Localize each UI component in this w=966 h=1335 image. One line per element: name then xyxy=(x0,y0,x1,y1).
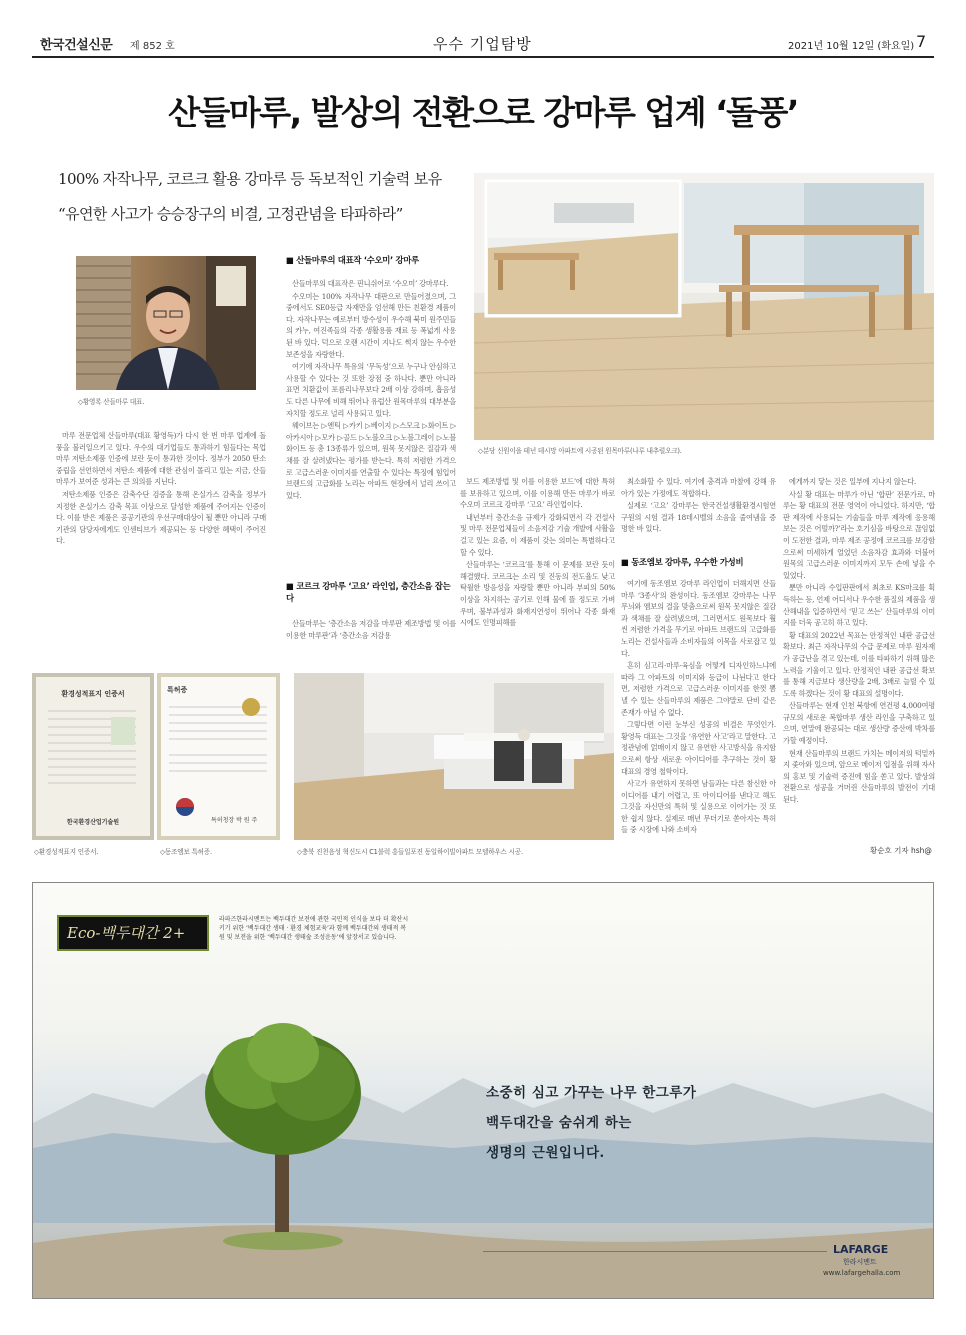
section-heading-1: ■ 산들마루의 대표작 ‘수오미’ 강마루 xyxy=(286,255,419,265)
lafarge-logo: LAFARGE xyxy=(833,1243,889,1256)
lafarge-korean: 한라시멘트 xyxy=(843,1258,877,1266)
certificate-1-caption: ◇환경성적표지 인증서. xyxy=(34,848,99,856)
certificate-2-caption: ◇동조엠보 특허증. xyxy=(160,848,212,856)
paragraph: 여기에 자작나무 특유의 ‘무독성’으로 누구나 안심하고 사용할 수 있다는 것 또한 장점 중 하나다. 뿐만 아니라 표면 치환값이 포름리나무보다 2배 이상 강하며, 흡음성도 다른 나무에 비해 뛰어나 유럽산 원목마루의 대부분을 자치할 정도로 널리 사용되고 있다. xyxy=(286,362,456,418)
advertisement xyxy=(32,882,934,1299)
paragraph: 여기에 동조엠보 강마루 라인업이 더해지면 산들마루 ‘3종사’의 완성이다. 동조엠보 강마루는 나무무늬와 엠보의 결을 맞춤으로써 원목 못지않은 질감과 색채를 잘 살려냈으며, 그러면서도 원목보다 훨씬 저렴한 가격을 무기로 아파트 브랜드의 고급화를 노리는 건설사들과 소비자들의 이목을 사로잡고 있다. xyxy=(621,579,776,658)
column-4b xyxy=(621,578,776,837)
paragraph: 마루 전문업체 산들마루(대표 황영득)가 다시 한 번 마루 업계에 돌풍을 불러일으키고 있다. 우수의 대기업들도 통과하기 힘들다는 목업마루 저탄소제품 인증에 보란 듯이 통과한 것이다. 정부가 2050 탄소중립을 선언하면서 저탄소 제품에 대한 관심이 몰리고 있는 지금, 산들마루가 보여준 성과는 큰 의의를 지닌다. xyxy=(56,431,266,487)
column-1 xyxy=(56,430,266,548)
certificate-1-issuer: 한국환경산업기술원 xyxy=(66,819,120,826)
main-photo xyxy=(474,173,934,440)
section-heading-2: ■ 코르크 강마루 ‘고요’ 라인업, 층간소음 잡는다 xyxy=(286,581,451,603)
column-5 xyxy=(783,476,935,807)
ad-intro: 라파즈한라시멘트는 백두대간 보전에 관한 국민적 인식을 보다 더 확산시키기 위한 ‘백두대간 생태 · 환경 체험교육’과 함께 백두대간의 생태적 복원 및 보전을 위한 ‘백두대간 생태숲 조성운동’에 앞장서고 있습니다. xyxy=(219,916,409,941)
subheadline-2: “유연한 사고가 승승장구의 비결, 고정관념을 타파하라” xyxy=(58,205,403,223)
section-title: 우수 기업탐방 xyxy=(433,35,532,53)
paragraph: 저탄소제품 인증은 감축수단 검증을 통해 온실가스 감축을 정부가 지정한 온실가스 감축 목표 이상으로 달성한 제품에 주어지는 인증이다. 이를 받은 제품은 공공기관의 우선구매대상이 될 뿐만 아니라 구매기관의 담당자에게도 인센티브가 제공되는 등 다양한 혜택이 주어진다. xyxy=(56,489,266,546)
interior-caption: ◇충북 진천음성 혁신도시 C1블럭 흥들일포진 동일하이빌아파트 모델하우스 시공. xyxy=(297,848,523,856)
column-4 xyxy=(621,476,776,536)
interior-photo xyxy=(294,673,614,840)
header-rule xyxy=(32,56,934,58)
paragraph: 흔히 심고리·마루·육심을 어떻게 디자인하느냐에 따라 그 아파트의 이미지와 등급이 나뉜다고 한다면, 저렴한 가격으로 고급스러운 이미지를 한껏 뽐낼 수 있는 산들마루의 제품은 그야말로 단비 같은 존재가 아닐 수 없다. xyxy=(621,661,776,717)
issue-date: 2021년 10월 12일 (화요일) xyxy=(788,41,915,52)
paragraph: 에게까지 닿는 것은 일부에 지나지 않는다. xyxy=(789,477,917,486)
portrait-photo xyxy=(76,256,256,390)
paragraph: 산들마루는 ‘층간소음 저감을 마루판 제조방법 및 이를 이용한 마루판’과 ‘층간소음 저감용 xyxy=(286,619,456,640)
paragraph: 산들마루는 ‘코르크’를 통해 이 문제를 보란 듯이 해결했다. 코르크는 소리 및 진동의 전도율도 낮고 탁월한 방음성을 자랑할 뿐만 아니라 부피의 50% 이상을 차지하는 공기로 인해 물에 뜰 정도로 가벼우며, 불부과성과 화재지연성이 뛰어나 각종 화재 시에도 인명피해를 xyxy=(460,560,615,628)
ad-line-1: 소중히 심고 가꾸는 나무 한그루가 xyxy=(486,1085,697,1101)
byline: 황순호 기자 hsh@ xyxy=(870,846,932,855)
paragraph: 최소화할 수 있다. 여기에 충격과 마찰에 강해 유아가 있는 가정에도 적합하다. xyxy=(621,477,776,498)
lafarge-url[interactable]: www.lafargehalla.com xyxy=(823,1269,901,1277)
certificate-1-photo xyxy=(32,673,154,840)
section-heading-3: ■ 동조엠보 강마루, 우수한 가성비 xyxy=(621,557,744,567)
certificate-2-photo xyxy=(157,673,280,840)
paragraph: 사실 황 대표는 마루가 아닌 ‘합판’ 전문가로, 마루는 황 대표의 전문 영역이 아니었다. 하지만, ‘합판 제작에 사용되는 기술들을 마루 제작에 응용해 보는 것은 어떨까?’라는 호기심을 바탕으로 끊임없이 도전한 결과, 마루 제조 공정에 코르크를 보강함으로써 미세하게 얼었던 소음차감 효과와 더불어 원목의 고급스러운 이미지까지 모두 손에 넣을 수 있었다. xyxy=(783,489,935,580)
paragraph: 실제로 ‘고요’ 강마루는 한국건설생활환경시험연구원의 시험 결과 18데시벨의 소음을 줄여냄을 증명한 바 있다. xyxy=(621,501,776,534)
paragraph: 뿐만 아니라 수입판판에서 최초로 KS마크를 획득하는 등, 언제 어디서나 우수한 품질의 제품을 생산해내을 입증하면서 ‘믿고 쓰는’ 산들마루의 이미지를 더욱 공고히 하고 있다. xyxy=(783,583,935,628)
masthead: 한국건설신문 xyxy=(40,38,113,53)
paragraph: 황 대표의 2022년 목표는 안정적인 내판 공급선 확보다. 최근 자작나무의 수급 문제로 마루 원자재가 공급난을 겪고 있는데, 이를 타파하기 위해 많은 노력을 기울이고 있다. 안정적인 내판 공급선 확보를 통해 지금보다 생산량을 2배, 3배로 늘릴 수 있도록 하겠다는 것이 황 대표의 설명이다. xyxy=(783,630,935,698)
paragraph: 내년부터 층간소음 규제가 강화되면서 각 건설사 및 마루 전문업체들이 소음저감 기술 개발에 사활을 걸고 있는 요즘, 이 제품이 갖는 의미는 특별하다고 할 수 있다. xyxy=(460,512,615,557)
certificate-1-title: 환경성적표지 인증서 xyxy=(61,690,125,698)
paragraph: 웨이브는 ▷엔틱 ▷카키 ▷베이지 ▷스모크 ▷화이트 ▷아카시아 ▷모카 ▷골드 ▷노블오크 ▷노블그레이 ▷노블화이트 등 총 13종류가 있으며, 원목 못지않은 질감과 색채를 잘 살려냈다는 평가를 받는다. 특히 저렴한 가격으로 고급스러운 이미지를 연출할 수 있다는 특징에 힘입어 브랜드의 고급화를 노리는 아파트 현장에서 널리 쓰이고 있다. xyxy=(286,421,456,500)
page-number: 7 xyxy=(916,32,927,51)
paragraph: 수오미는 100% 자작나무 대판으로 만들어졌으며, 그 중에서도 SE0등급 자재만을 엄선해 만든 친환경 제품이다. 자작나무는 예로부터 방수성이 우수해 북미 원주민들의 카누, 여진족들의 각종 생활용품 재료 등 폭넓게 사용된 바 있다. 덕으로 오랜 시간이 지나도 썩지 않는 우수한 보존성을 자랑한다. xyxy=(286,291,456,359)
portrait-caption: ◇황영록 산들마루 대표. xyxy=(78,398,145,406)
paragraph: 보드 제조방법 및 이를 이용한 보드’에 대한 특허를 보유하고 있으며, 이를 이용해 만든 마루가 바로 수오미 코르크 강마루 ‘고요’ 라인업이다. xyxy=(460,477,615,510)
certificate-2-issuer: 특허청장 박 원 주 xyxy=(211,817,258,824)
headline: 산들마루, 발상의 전환으로 강마루 업계 ‘돌풍’ xyxy=(168,93,798,132)
paragraph: 그렇다면 이런 눈부신 성공의 비결은 무엇인가. 황영득 대표는 그것을 ‘유연한 사고’라고 말한다. 고정관념에 얽매이지 않고 유연한 사고방식을 유지함으로써 항상 새로운 아이디어를 추구하는 것이 황 대표의 경영 철학이다. xyxy=(621,720,776,776)
ad-fineprint-box xyxy=(483,1251,827,1287)
column-2 xyxy=(286,278,456,502)
tree-icon xyxy=(183,1013,383,1253)
certificate-2-title: 특허증 xyxy=(167,686,188,694)
main-photo-caption: ◇분당 신원이을 테넌 데시망 아파트에 시공된 원목마루(나루 내추럴오크). xyxy=(478,447,682,455)
ad-line-2: 백두대간을 숨쉬게 하는 xyxy=(486,1115,632,1131)
eco-logo: Eco-백두대간 2+ xyxy=(57,915,209,951)
paragraph: 현재 산들마루의 브랜드 가치는 메이저의 턱밑까지 좇아와 있으며, 앞으로 메이저 입점을 위해 자사의 홍보 및 기술력 증진에 힘을 쏟고 있다. 발상의 전환으로 성공을 거머쥔 산들마루의 발전이 기대된다. xyxy=(783,748,935,805)
column-3 xyxy=(460,476,615,630)
ad-line-3: 생명의 근원입니다. xyxy=(486,1145,605,1161)
issue-number: 제 852 호 xyxy=(130,41,175,52)
subheadline-1: 100% 자작나무, 코르크 활용 강마루 등 독보적인 기술력 보유 xyxy=(58,170,442,188)
column-2b xyxy=(286,618,456,642)
paragraph: 산들마루는 현재 인천 북항에 연건평 4,000여평 규모의 새로운 복합마루 생산 라인을 구축하고 있으며, 연말에 완공되는 대로 생산량 증산에 박차를 가할 예정이다. xyxy=(783,701,935,746)
paragraph: 사고가 유연하지 못하면 남들과는 다른 참신한 아이디어를 내기 어렵고, 또 아이디어를 낸다고 해도 그것을 자신만의 특허 및 실용으로 이어가는 것 또한 쉽지 않다. 실제로 매년 무더기로 쏟아지는 특허들 중 시장에 나와 소비자 xyxy=(621,779,776,835)
paragraph: 산들마루의 대표작은 핀니쉬어로 ‘수오미’ 강마루다. xyxy=(292,279,449,288)
